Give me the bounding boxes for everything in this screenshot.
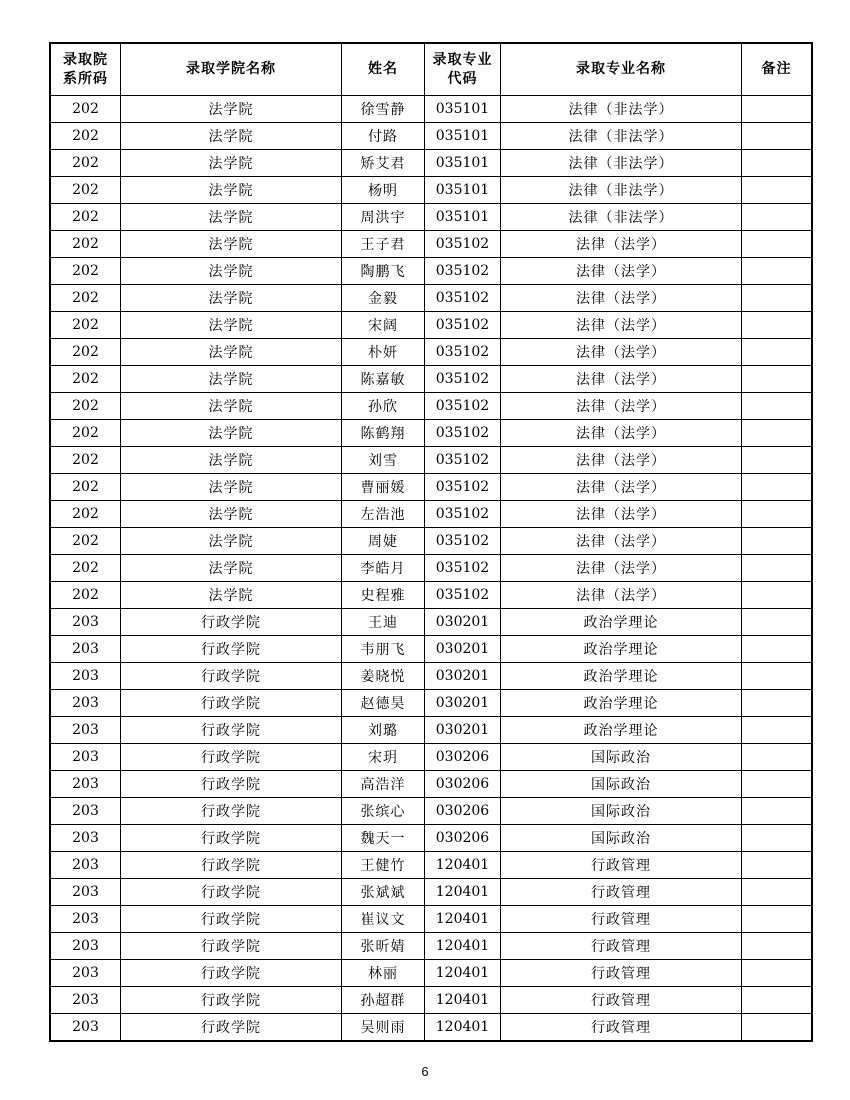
cell-major-name: 国际政治 xyxy=(501,744,742,771)
cell-student-name: 史程雅 xyxy=(342,582,425,609)
cell-dept-code: 202 xyxy=(51,204,121,231)
cell-major-code: 035101 xyxy=(425,204,501,231)
cell-student-name: 刘雪 xyxy=(342,447,425,474)
header-remarks: 备注 xyxy=(742,44,812,96)
cell-college: 法学院 xyxy=(121,366,342,393)
table-row xyxy=(51,258,812,285)
cell-dept-code: 203 xyxy=(51,852,121,879)
cell-student-name: 王迪 xyxy=(342,609,425,636)
cell-college: 行政学院 xyxy=(121,636,342,663)
cell-dept-code: 202 xyxy=(51,447,121,474)
table-row xyxy=(51,420,812,447)
cell-major-code: 120401 xyxy=(425,1014,501,1041)
cell-student-name: 孙超群 xyxy=(342,987,425,1014)
cell-remark xyxy=(742,609,812,636)
cell-college: 法学院 xyxy=(121,420,342,447)
table-row xyxy=(51,582,812,609)
cell-major-name: 行政管理 xyxy=(501,960,742,987)
cell-student-name: 付路 xyxy=(342,123,425,150)
cell-college: 行政学院 xyxy=(121,690,342,717)
cell-remark xyxy=(742,528,812,555)
cell-student-name: 宋玥 xyxy=(342,744,425,771)
cell-remark xyxy=(742,204,812,231)
cell-college: 行政学院 xyxy=(121,933,342,960)
cell-major-name: 法律（非法学） xyxy=(501,204,742,231)
cell-dept-code: 202 xyxy=(51,393,121,420)
table-row xyxy=(51,771,812,798)
cell-major-code: 035102 xyxy=(425,528,501,555)
page-number: 6 xyxy=(421,1064,429,1079)
cell-college: 法学院 xyxy=(121,204,342,231)
cell-major-code: 035102 xyxy=(425,339,501,366)
cell-dept-code: 203 xyxy=(51,906,121,933)
header-row xyxy=(51,44,812,96)
cell-dept-code: 202 xyxy=(51,474,121,501)
cell-dept-code: 203 xyxy=(51,744,121,771)
cell-college: 法学院 xyxy=(121,555,342,582)
cell-remark xyxy=(742,771,812,798)
cell-major-name: 行政管理 xyxy=(501,1014,742,1041)
cell-major-name: 法律（法学） xyxy=(501,258,742,285)
table-row xyxy=(51,663,812,690)
cell-student-name: 徐雪静 xyxy=(342,96,425,123)
cell-remark xyxy=(742,123,812,150)
cell-dept-code: 202 xyxy=(51,231,121,258)
cell-remark xyxy=(742,636,812,663)
cell-major-code: 035102 xyxy=(425,447,501,474)
cell-college: 法学院 xyxy=(121,393,342,420)
cell-college: 法学院 xyxy=(121,258,342,285)
cell-dept-code: 203 xyxy=(51,933,121,960)
cell-college: 行政学院 xyxy=(121,771,342,798)
cell-major-name: 行政管理 xyxy=(501,987,742,1014)
cell-major-code: 035102 xyxy=(425,285,501,312)
cell-student-name: 宋阔 xyxy=(342,312,425,339)
cell-major-name: 国际政治 xyxy=(501,798,742,825)
cell-dept-code: 203 xyxy=(51,636,121,663)
cell-remark xyxy=(742,960,812,987)
cell-student-name: 张昕婧 xyxy=(342,933,425,960)
cell-major-code: 030201 xyxy=(425,663,501,690)
cell-student-name: 李皓月 xyxy=(342,555,425,582)
cell-major-code: 120401 xyxy=(425,852,501,879)
cell-remark xyxy=(742,447,812,474)
cell-dept-code: 203 xyxy=(51,987,121,1014)
cell-major-name: 法律（法学） xyxy=(501,420,742,447)
table-row xyxy=(51,177,812,204)
table-row xyxy=(51,690,812,717)
cell-major-name: 国际政治 xyxy=(501,771,742,798)
cell-major-name: 法律（法学） xyxy=(501,285,742,312)
cell-major-code: 035102 xyxy=(425,366,501,393)
cell-remark xyxy=(742,366,812,393)
cell-student-name: 吴则雨 xyxy=(342,1014,425,1041)
cell-student-name: 张斌斌 xyxy=(342,879,425,906)
cell-major-code: 030206 xyxy=(425,744,501,771)
cell-remark xyxy=(742,96,812,123)
cell-student-name: 周婕 xyxy=(342,528,425,555)
cell-remark xyxy=(742,879,812,906)
cell-student-name: 刘璐 xyxy=(342,717,425,744)
cell-major-code: 035101 xyxy=(425,150,501,177)
admission-table xyxy=(50,43,812,1041)
cell-major-code: 030201 xyxy=(425,609,501,636)
cell-major-name: 行政管理 xyxy=(501,933,742,960)
cell-major-name: 政治学理论 xyxy=(501,717,742,744)
cell-major-name: 法律（法学） xyxy=(501,474,742,501)
cell-student-name: 陶鹏飞 xyxy=(342,258,425,285)
cell-major-name: 法律（法学） xyxy=(501,339,742,366)
table-row xyxy=(51,825,812,852)
cell-college: 法学院 xyxy=(121,177,342,204)
cell-college: 法学院 xyxy=(121,582,342,609)
cell-major-code: 035101 xyxy=(425,177,501,204)
table-row xyxy=(51,501,812,528)
cell-major-code: 035102 xyxy=(425,555,501,582)
cell-major-code: 030206 xyxy=(425,771,501,798)
cell-remark xyxy=(742,825,812,852)
cell-student-name: 高浩洋 xyxy=(342,771,425,798)
cell-major-code: 035101 xyxy=(425,96,501,123)
cell-major-name: 法律（法学） xyxy=(501,231,742,258)
cell-major-code: 120401 xyxy=(425,987,501,1014)
table-row xyxy=(51,798,812,825)
cell-college: 法学院 xyxy=(121,501,342,528)
cell-major-code: 035102 xyxy=(425,420,501,447)
cell-remark xyxy=(742,420,812,447)
cell-dept-code: 202 xyxy=(51,366,121,393)
cell-remark xyxy=(742,933,812,960)
table-row xyxy=(51,366,812,393)
cell-dept-code: 202 xyxy=(51,177,121,204)
cell-major-name: 行政管理 xyxy=(501,852,742,879)
cell-student-name: 赵德昊 xyxy=(342,690,425,717)
cell-student-name: 周洪宇 xyxy=(342,204,425,231)
cell-remark xyxy=(742,258,812,285)
cell-college: 行政学院 xyxy=(121,744,342,771)
cell-student-name: 曹丽媛 xyxy=(342,474,425,501)
table-row xyxy=(51,906,812,933)
header-major-name: 录取专业名称 xyxy=(501,44,742,96)
cell-dept-code: 203 xyxy=(51,690,121,717)
cell-remark xyxy=(742,474,812,501)
cell-dept-code: 202 xyxy=(51,285,121,312)
cell-major-code: 035102 xyxy=(425,582,501,609)
table-row xyxy=(51,150,812,177)
table-row xyxy=(51,123,812,150)
cell-student-name: 杨明 xyxy=(342,177,425,204)
cell-remark xyxy=(742,663,812,690)
cell-dept-code: 202 xyxy=(51,528,121,555)
cell-major-name: 政治学理论 xyxy=(501,690,742,717)
cell-remark xyxy=(742,285,812,312)
cell-dept-code: 203 xyxy=(51,663,121,690)
cell-dept-code: 202 xyxy=(51,312,121,339)
cell-remark xyxy=(742,393,812,420)
cell-major-name: 法律（法学） xyxy=(501,447,742,474)
table-row xyxy=(51,1014,812,1041)
cell-dept-code: 203 xyxy=(51,879,121,906)
cell-remark xyxy=(742,798,812,825)
cell-remark xyxy=(742,555,812,582)
cell-student-name: 林丽 xyxy=(342,960,425,987)
cell-college: 行政学院 xyxy=(121,1014,342,1041)
table-row xyxy=(51,636,812,663)
cell-major-name: 法律（非法学） xyxy=(501,150,742,177)
cell-student-name: 张缤心 xyxy=(342,798,425,825)
table-row xyxy=(51,960,812,987)
cell-college: 行政学院 xyxy=(121,987,342,1014)
table-row xyxy=(51,339,812,366)
cell-dept-code: 203 xyxy=(51,717,121,744)
cell-dept-code: 202 xyxy=(51,123,121,150)
cell-student-name: 姜晓悦 xyxy=(342,663,425,690)
table-row xyxy=(51,744,812,771)
cell-major-code: 035102 xyxy=(425,501,501,528)
cell-major-code: 030201 xyxy=(425,636,501,663)
cell-remark xyxy=(742,312,812,339)
cell-college: 行政学院 xyxy=(121,798,342,825)
cell-college: 法学院 xyxy=(121,339,342,366)
cell-dept-code: 202 xyxy=(51,555,121,582)
cell-major-code: 035102 xyxy=(425,474,501,501)
cell-major-code: 035102 xyxy=(425,231,501,258)
cell-college: 行政学院 xyxy=(121,609,342,636)
cell-remark xyxy=(742,852,812,879)
cell-student-name: 孙欣 xyxy=(342,393,425,420)
table-row xyxy=(51,852,812,879)
cell-college: 行政学院 xyxy=(121,825,342,852)
cell-major-code: 030206 xyxy=(425,825,501,852)
cell-college: 行政学院 xyxy=(121,663,342,690)
cell-major-code: 035101 xyxy=(425,123,501,150)
cell-remark xyxy=(742,744,812,771)
cell-college: 行政学院 xyxy=(121,717,342,744)
table-row xyxy=(51,285,812,312)
cell-major-code: 030201 xyxy=(425,690,501,717)
table-row xyxy=(51,393,812,420)
cell-major-name: 行政管理 xyxy=(501,879,742,906)
cell-remark xyxy=(742,690,812,717)
cell-college: 法学院 xyxy=(121,123,342,150)
table-row xyxy=(51,96,812,123)
cell-remark xyxy=(742,177,812,204)
cell-major-name: 国际政治 xyxy=(501,825,742,852)
cell-major-code: 120401 xyxy=(425,879,501,906)
cell-dept-code: 202 xyxy=(51,582,121,609)
cell-college: 法学院 xyxy=(121,312,342,339)
table-row xyxy=(51,231,812,258)
cell-remark xyxy=(742,717,812,744)
cell-dept-code: 203 xyxy=(51,798,121,825)
cell-major-code: 120401 xyxy=(425,960,501,987)
header-student-name: 姓名 xyxy=(342,44,425,96)
cell-student-name: 左浩池 xyxy=(342,501,425,528)
cell-remark xyxy=(742,231,812,258)
cell-college: 法学院 xyxy=(121,150,342,177)
cell-major-name: 法律（法学） xyxy=(501,528,742,555)
cell-major-code: 120401 xyxy=(425,933,501,960)
cell-dept-code: 202 xyxy=(51,339,121,366)
cell-student-name: 魏天一 xyxy=(342,825,425,852)
header-dept-code: 录取院系所码 xyxy=(51,44,121,96)
cell-college: 法学院 xyxy=(121,474,342,501)
cell-student-name: 朴妍 xyxy=(342,339,425,366)
cell-dept-code: 203 xyxy=(51,825,121,852)
table-row xyxy=(51,717,812,744)
cell-remark xyxy=(742,1014,812,1041)
cell-major-code: 035102 xyxy=(425,312,501,339)
cell-major-name: 法律（非法学） xyxy=(501,96,742,123)
cell-major-name: 法律（法学） xyxy=(501,393,742,420)
cell-major-code: 030201 xyxy=(425,717,501,744)
cell-student-name: 崔议文 xyxy=(342,906,425,933)
table-row xyxy=(51,204,812,231)
cell-dept-code: 202 xyxy=(51,420,121,447)
cell-student-name: 王健竹 xyxy=(342,852,425,879)
cell-major-code: 030206 xyxy=(425,798,501,825)
cell-major-code: 120401 xyxy=(425,906,501,933)
cell-major-name: 行政管理 xyxy=(501,906,742,933)
table-row xyxy=(51,474,812,501)
cell-student-name: 王子君 xyxy=(342,231,425,258)
table-row xyxy=(51,879,812,906)
cell-dept-code: 203 xyxy=(51,1014,121,1041)
cell-student-name: 金毅 xyxy=(342,285,425,312)
table-row xyxy=(51,447,812,474)
cell-remark xyxy=(742,501,812,528)
cell-remark xyxy=(742,339,812,366)
cell-college: 行政学院 xyxy=(121,852,342,879)
table-row xyxy=(51,555,812,582)
cell-dept-code: 202 xyxy=(51,501,121,528)
cell-remark xyxy=(742,987,812,1014)
cell-college: 法学院 xyxy=(121,231,342,258)
cell-student-name: 陈鹤翔 xyxy=(342,420,425,447)
cell-major-name: 法律（法学） xyxy=(501,555,742,582)
table-row xyxy=(51,933,812,960)
cell-major-name: 法律（法学） xyxy=(501,582,742,609)
cell-remark xyxy=(742,150,812,177)
table-body xyxy=(51,96,812,1041)
cell-college: 法学院 xyxy=(121,447,342,474)
cell-major-code: 035102 xyxy=(425,258,501,285)
cell-college: 行政学院 xyxy=(121,960,342,987)
cell-remark xyxy=(742,906,812,933)
cell-major-name: 法律（法学） xyxy=(501,501,742,528)
table-row xyxy=(51,609,812,636)
cell-dept-code: 203 xyxy=(51,771,121,798)
cell-major-code: 035102 xyxy=(425,393,501,420)
cell-major-name: 政治学理论 xyxy=(501,609,742,636)
cell-dept-code: 202 xyxy=(51,96,121,123)
cell-major-name: 法律（法学） xyxy=(501,366,742,393)
cell-college: 法学院 xyxy=(121,528,342,555)
table-row xyxy=(51,312,812,339)
cell-dept-code: 203 xyxy=(51,609,121,636)
table-row xyxy=(51,528,812,555)
cell-major-name: 法律（法学） xyxy=(501,312,742,339)
cell-college: 行政学院 xyxy=(121,906,342,933)
table-row xyxy=(51,987,812,1014)
table-header xyxy=(51,44,812,96)
cell-dept-code: 203 xyxy=(51,960,121,987)
cell-dept-code: 202 xyxy=(51,150,121,177)
header-college-name: 录取学院名称 xyxy=(121,44,342,96)
cell-remark xyxy=(742,582,812,609)
cell-college: 法学院 xyxy=(121,96,342,123)
cell-major-name: 政治学理论 xyxy=(501,663,742,690)
cell-college: 法学院 xyxy=(121,285,342,312)
cell-major-name: 法律（非法学） xyxy=(501,177,742,204)
cell-student-name: 陈嘉敏 xyxy=(342,366,425,393)
header-major-code: 录取专业代码 xyxy=(425,44,501,96)
cell-major-name: 法律（非法学） xyxy=(501,123,742,150)
cell-major-name: 政治学理论 xyxy=(501,636,742,663)
cell-dept-code: 202 xyxy=(51,258,121,285)
cell-student-name: 矫艾君 xyxy=(342,150,425,177)
cell-college: 行政学院 xyxy=(121,879,342,906)
cell-student-name: 韦朋飞 xyxy=(342,636,425,663)
